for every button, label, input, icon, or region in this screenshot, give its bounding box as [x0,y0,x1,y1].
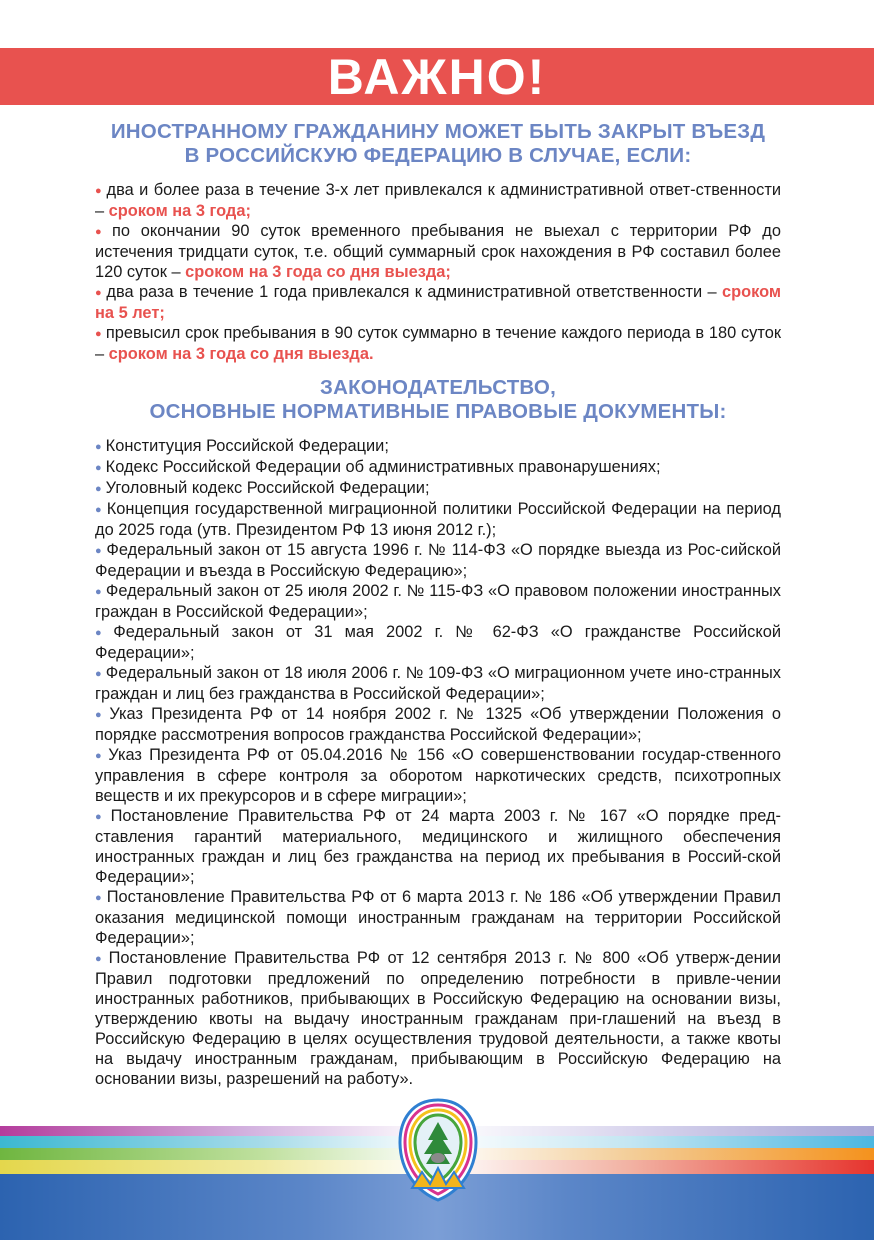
bullet-dot-icon: ● [95,504,103,516]
section-1-heading-line-2: В РОССИЙСКУЮ ФЕДЕРАЦИЮ В СЛУЧАЕ, ЕСЛИ: [184,144,692,167]
list-item-text: два и более раза в течение 3-х лет привлекался к административной ответ-ственности – [95,181,781,220]
bullet-dot-icon: ● [95,441,102,453]
list-item [95,540,781,581]
section-1-heading-line-1: ИНОСТРАННОМУ ГРАЖДАНИНУ МОЖЕТ БЫТЬ ЗАКРЫТ ВЪЕЗД [110,120,766,143]
list-item-text: Постановление Правительства РФ от 12 сентября 2013 г. № 800 «Об утверж-дении Правил подготовки предложений по определению потребности в привле-чении иностранных работников, прибывающих в Российскую Федерацию на основании визы, утверждению квоты на выдачу иностранным гражданам при-глашений на въезд в Российскую Федерацию в целях осуществления трудовой деятельности, а также квоты на выдачу иностранным гражданам, прибывающим в Российскую Федерацию на основании визы, разрешений на работу». [95,949,781,1088]
list-item-term: сроком на 3 года; [108,202,251,220]
bullet-dot-icon: ● [95,545,103,557]
list-item-text: Федеральный закон от 31 мая 2002 г. № 62-ФЗ «О гражданстве Российской Федерации»; [95,623,781,662]
bullet-dot-icon: ● [95,627,110,639]
bullet-dot-icon: ● [95,709,106,721]
list-item-term: сроком на 3 года со дня выезда; [185,263,451,281]
list-item [95,282,781,323]
list-item [95,745,781,806]
list-item [95,806,781,887]
legislation-list [95,436,781,1089]
banner-title: ВАЖНО! [327,48,547,105]
section-1-heading [95,120,781,168]
bullet-dot-icon: ● [95,328,102,340]
list-item [95,704,781,745]
list-item-term: сроком на 3 года со дня выезда. [108,345,374,363]
important-banner [0,48,874,105]
list-item [95,622,781,663]
list-item [95,457,781,478]
list-item [95,180,781,221]
list-item [95,499,781,540]
section-2-heading-line-2: ОСНОВНЫЕ НОРМАТИВНЫЕ ПРАВОВЫЕ ДОКУМЕНТЫ: [149,400,727,423]
bullet-dot-icon: ● [95,668,102,680]
bullet-dot-icon: ● [95,483,102,495]
list-item-text: Конституция Российской Федерации; [105,437,389,455]
list-item [95,663,781,704]
list-item [95,948,781,1089]
list-item-text: по окончании 90 суток временного пребывания не выехал с территории РФ до истечения тридцати суток, т.е. общий суммарный срок нахождения в РФ составил более 120 суток – [95,222,781,281]
list-item-text: Указ Президента РФ от 05.04.2016 № 156 «О совершенствовании государ-ственного управления в сфере контроля за оборотом наркотических средств, психотропных веществ и их прекурсоров и в сфере миграции»; [95,746,781,805]
list-item-text: Уголовный кодекс Российской Федерации; [105,479,430,497]
list-item [95,887,781,948]
list-item [95,581,781,622]
list-item-text: два раза в течение 1 года привлекался к административной ответственности – [106,283,722,301]
list-item-term: сроком на 5 лет; [95,283,782,322]
list-item [95,221,781,282]
bullet-dot-icon: ● [95,287,103,299]
bullet-dot-icon: ● [95,226,108,238]
regional-emblem-icon [398,1098,478,1202]
bullet-dot-icon: ● [95,811,107,823]
bullet-dot-icon: ● [95,953,105,965]
list-item-text: Постановление Правительства РФ от 24 марта 2003 г. № 167 «О порядке пред-ставления гарантий материального, медицинского и жилищного обеспечения иностранных граждан и лиц без гражданства на период их пребывания в Россий-ской Федерации»; [95,807,781,886]
bullet-dot-icon: ● [95,462,102,474]
list-item-text: Федеральный закон от 25 июля 2002 г. № 115-ФЗ «О правовом положении иностранных граждан в Российской Федерации»; [95,582,781,621]
list-item-text: Кодекс Российской Федерации об административных правонарушениях; [105,458,661,476]
list-item-text: Постановление Правительства РФ от 6 марта 2013 г. № 186 «Об утверждении Правил оказания медицинской помощи иностранным гражданам на территории Российской Федерации»; [95,888,781,947]
list-item [95,478,781,499]
list-item-text: Указ Президента РФ от 14 ноября 2002 г. № 1325 «Об утверждении Положения о порядке рассмотрения вопросов гражданства Российской Федерации»; [95,705,781,744]
section-2-heading-line-1: ЗАКОНОДАТЕЛЬСТВО, [320,376,556,399]
list-item [95,323,781,364]
list-item-text: Федеральный закон от 18 июля 2006 г. № 109-ФЗ «О миграционном учете ино-странных граждан и лиц без гражданства в Российской Федерации»; [95,664,781,703]
entry-ban-conditions-list [95,180,781,364]
bullet-dot-icon: ● [95,586,102,598]
section-2-heading [95,376,781,424]
bullet-dot-icon: ● [95,892,103,904]
list-item [95,436,781,457]
list-item-text: Федеральный закон от 15 августа 1996 г. № 114-ФЗ «О порядке выезда из Рос-сийской Федерации и въезда в Российскую Федерацию»; [95,541,781,580]
list-item-text: превысил срок пребывания в 90 суток суммарно в течение каждого периода в 180 суток – [95,324,781,363]
list-item-text: Концепция государственной миграционной политики Российской Федерации на период до 2025 года (утв. Президентом РФ 13 июня 2012 г.); [95,500,781,539]
bullet-dot-icon: ● [95,750,105,762]
bullet-dot-icon: ● [95,185,103,197]
